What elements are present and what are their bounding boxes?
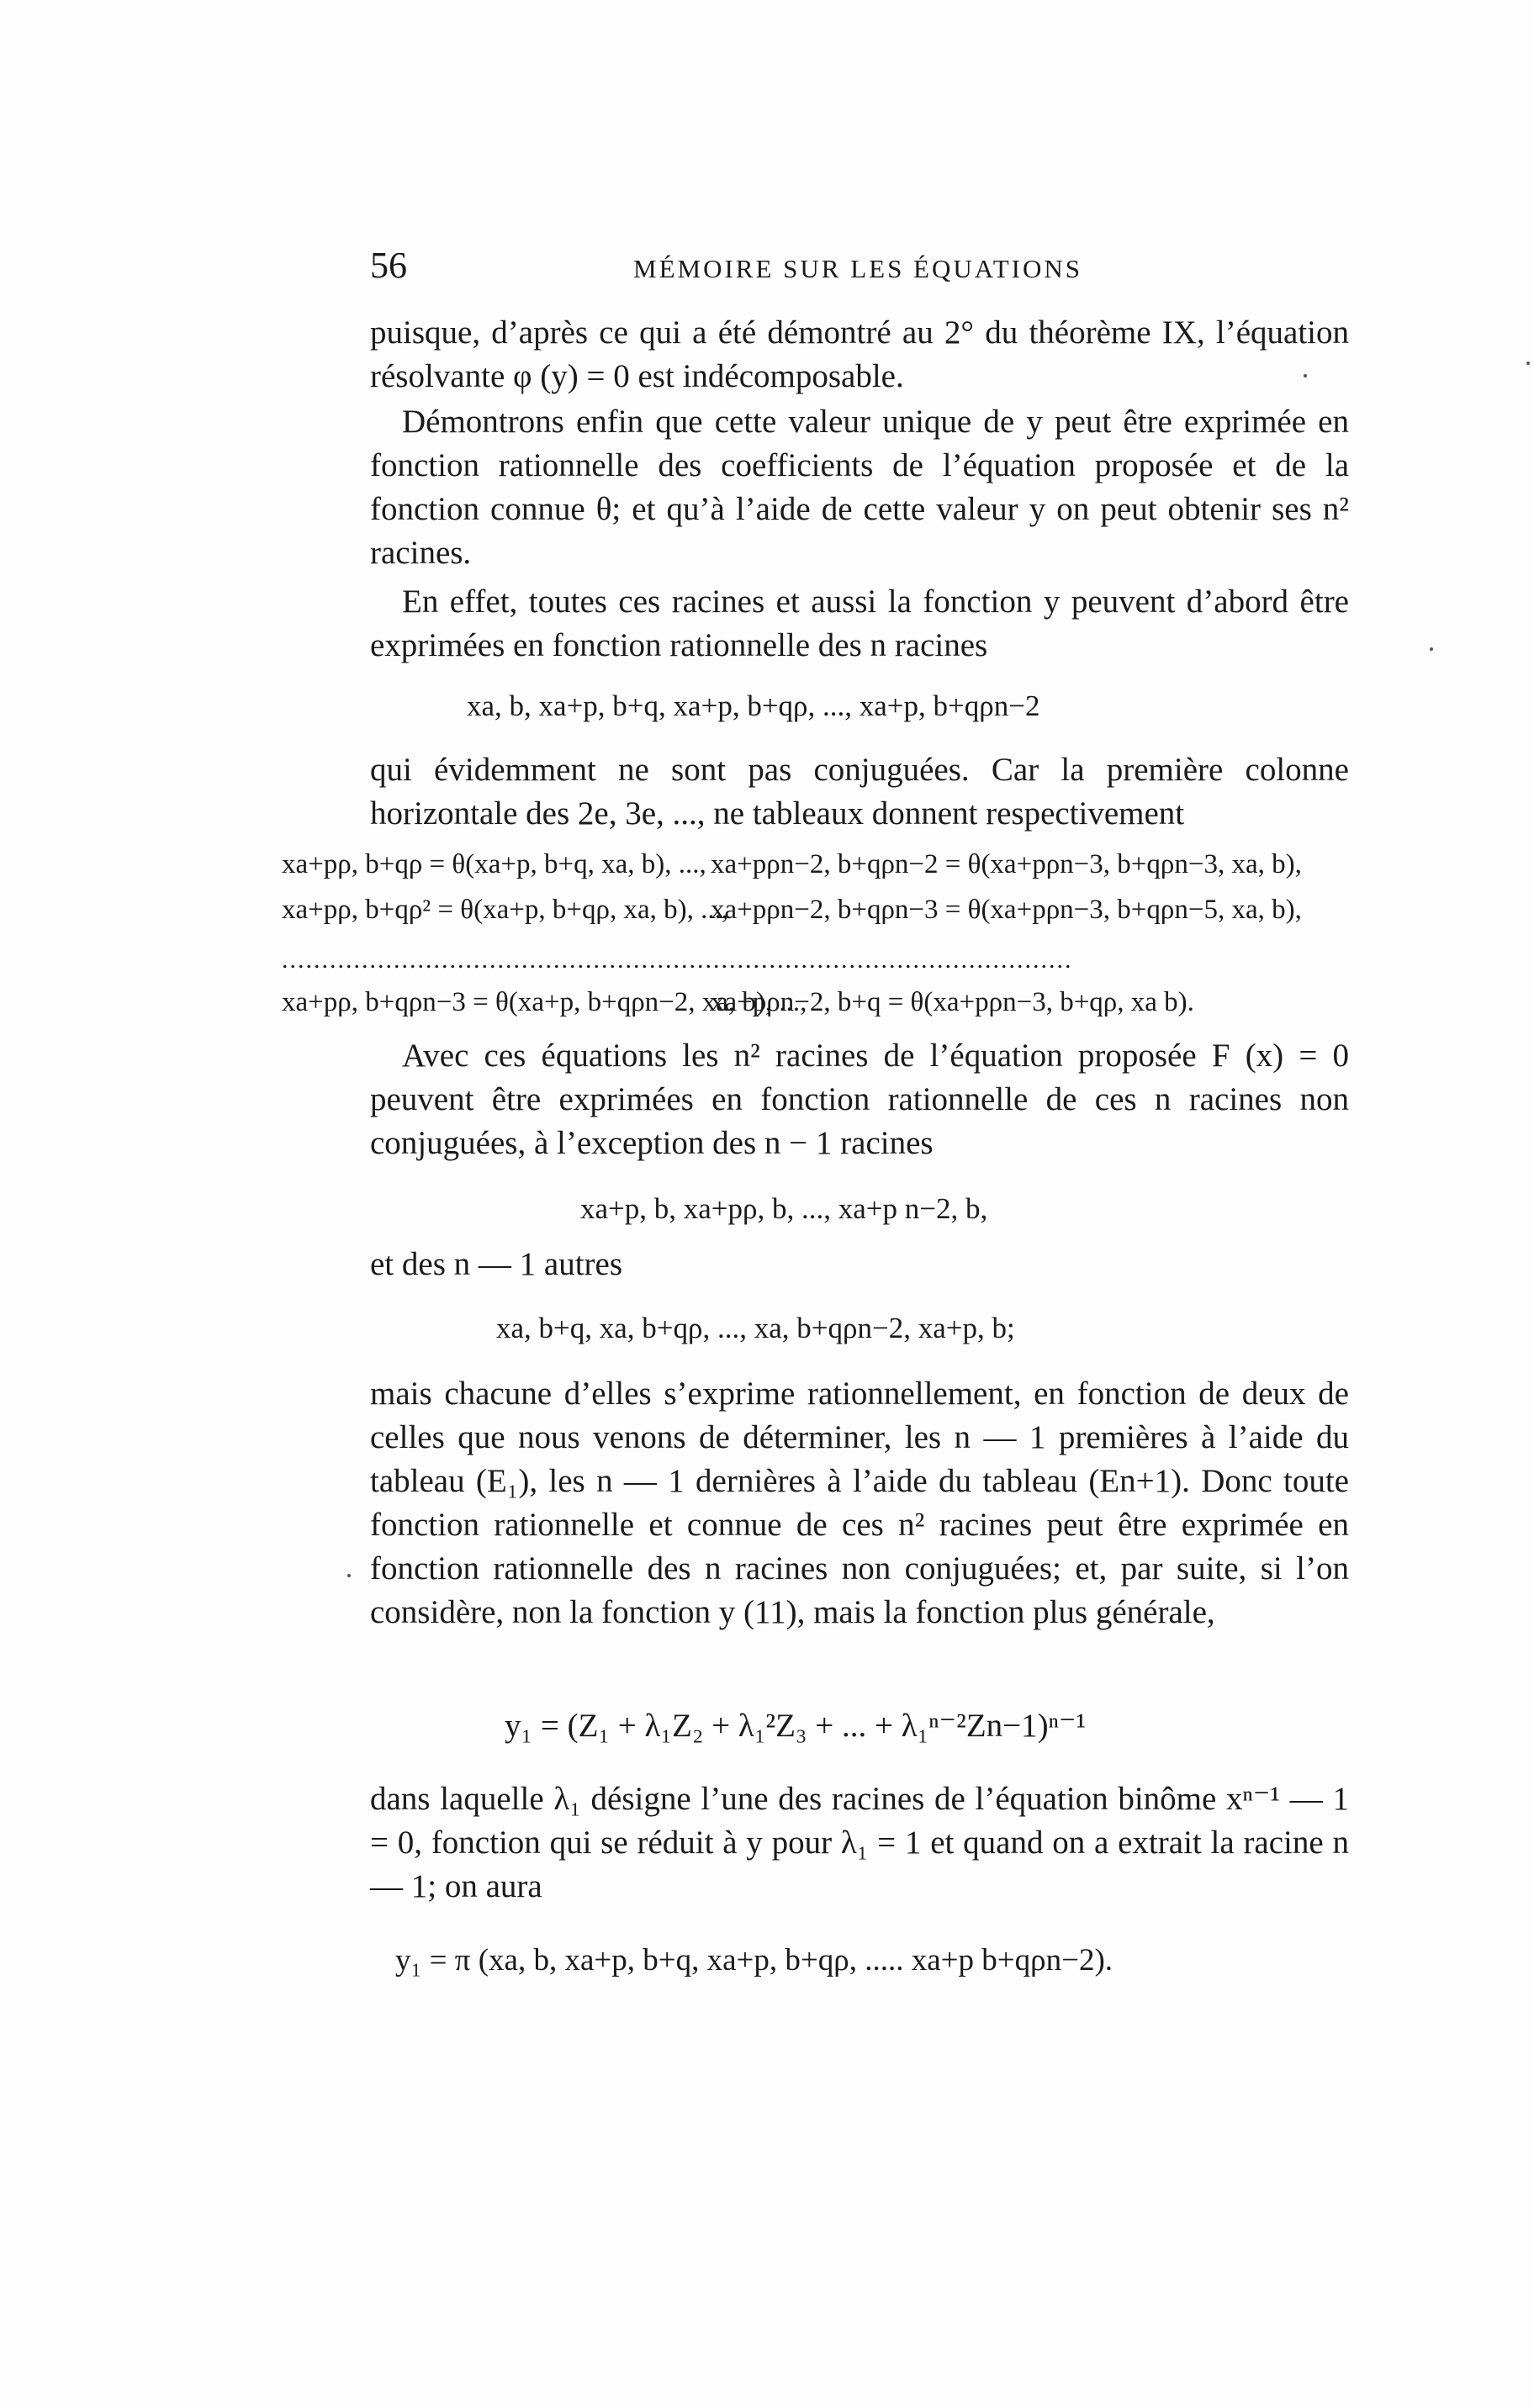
paragraph-5: Avec ces équations les n² racines de l’équation proposée F (x) = 0 peuvent être exprimées en fonction rationnelle de ces n racines non conjuguées, à l’exception des n − 1 racines bbox=[370, 1038, 1349, 1161]
equation-table-row bbox=[282, 987, 1442, 1027]
scan-speck bbox=[1430, 647, 1433, 651]
equation-right: xa+pρn−2, b+qρn−2 = θ(xa+pρn−3, b+qρn−3, xa, b), bbox=[711, 849, 1302, 879]
scan-speck bbox=[1304, 374, 1307, 378]
running-title: MÉMOIRE SUR LES ÉQUATIONS bbox=[633, 254, 1082, 283]
paragraph-6: et des n — 1 autres bbox=[370, 1246, 623, 1282]
equation-table-row bbox=[282, 849, 1442, 890]
equation-result: y₁ = π (xa, b, xa+p, b+q, xa+p, b+qρ, ..... xa+p b+qρn−2). bbox=[395, 1943, 1113, 1978]
equation-other-roots: xa, b+q, xa, b+qρ, ..., xa, b+qρn−2, xa+p, b; bbox=[496, 1312, 1015, 1344]
equation-table-row bbox=[282, 895, 1442, 935]
paragraph-7: mais chacune d’elles s’exprime rationnellement, en fonction de deux de celles que nous venons de déterminer, les n — 1 premières à l’aide du tableau (E₁), les n — 1 dernières à l’aide du tableau (En+1). Donc toute fonction rationnelle et connue de ces n² racines peut être exprimée en fonction rationnelle des n racines non conjuguées; et, par suite, si l’on considère, non la fonction y (11), mais la fonction plus générale, bbox=[370, 1376, 1349, 1630]
scan-speck bbox=[347, 1574, 351, 1577]
equation-exception-roots: xa+p, b, xa+pρ, b, ..., xa+p n−2, b, bbox=[580, 1192, 988, 1225]
page-header bbox=[370, 244, 1346, 294]
paragraph-1: puisque, d’après ce qui a été démontré au 2° du théorème IX, l’équation résolvante φ (y) = 0 est indécomposable. bbox=[370, 314, 1349, 394]
paragraph-3: En effet, toutes ces racines et aussi la fonction y peuvent d’abord être exprimées en fonction rationnelle des n racines bbox=[370, 584, 1349, 663]
equation-roots-list: xa, b, xa+p, b+q, xa+p, b+qρ, ..., xa+p, b+qρn−2 bbox=[467, 689, 1040, 722]
scan-speck bbox=[1526, 362, 1530, 365]
equation-general-function: y₁ = (Z₁ + λ₁Z₂ + λ₁²Z₃ + ... + λ₁ⁿ⁻²Zn−1)ⁿ⁻¹ bbox=[505, 1708, 1087, 1744]
equation-right: xa+pρn−2, b+q = θ(xa+pρn−3, b+qρ, xa b). bbox=[711, 987, 1194, 1017]
paragraph-4: qui évidemment ne sont pas conjuguées. Car la première colonne horizontale des 2e, 3e, ..., ne tableaux donnent respectivement bbox=[370, 752, 1349, 832]
paragraph-2: Démontrons enfin que cette valeur unique de y peut être exprimée en fonction rationnelle des coefficients de l’équation proposée et de la fonction connue θ; et qu’à l’aide de cette valeur y on peut obtenir ses n² racines. bbox=[370, 404, 1349, 571]
equation-left: xa+pρ, b+qρ = θ(xa+p, b+q, xa, b), ..., bbox=[282, 849, 706, 879]
paragraph-8: dans laquelle λ₁ désigne l’une des racines de l’équation binôme xⁿ⁻¹ — 1 = 0, fonction qui se réduit à y pour λ₁ = 1 et quand on a extrait la racine n — 1; on aura bbox=[370, 1781, 1349, 1904]
page-number: 56 bbox=[370, 245, 407, 286]
dotted-separator: ................................................................................................... bbox=[282, 946, 1073, 974]
equation-left: xa+pρ, b+qρ² = θ(xa+p, b+qρ, xa, b), ..., bbox=[282, 895, 729, 925]
equation-right: xa+pρn−2, b+qρn−3 = θ(xa+pρn−3, b+qρn−5, xa, b), bbox=[711, 895, 1302, 925]
equation-left: xa+pρ, b+qρn−3 = θ(xa+p, b+qρn−2, xa, b), ..., bbox=[282, 987, 807, 1017]
